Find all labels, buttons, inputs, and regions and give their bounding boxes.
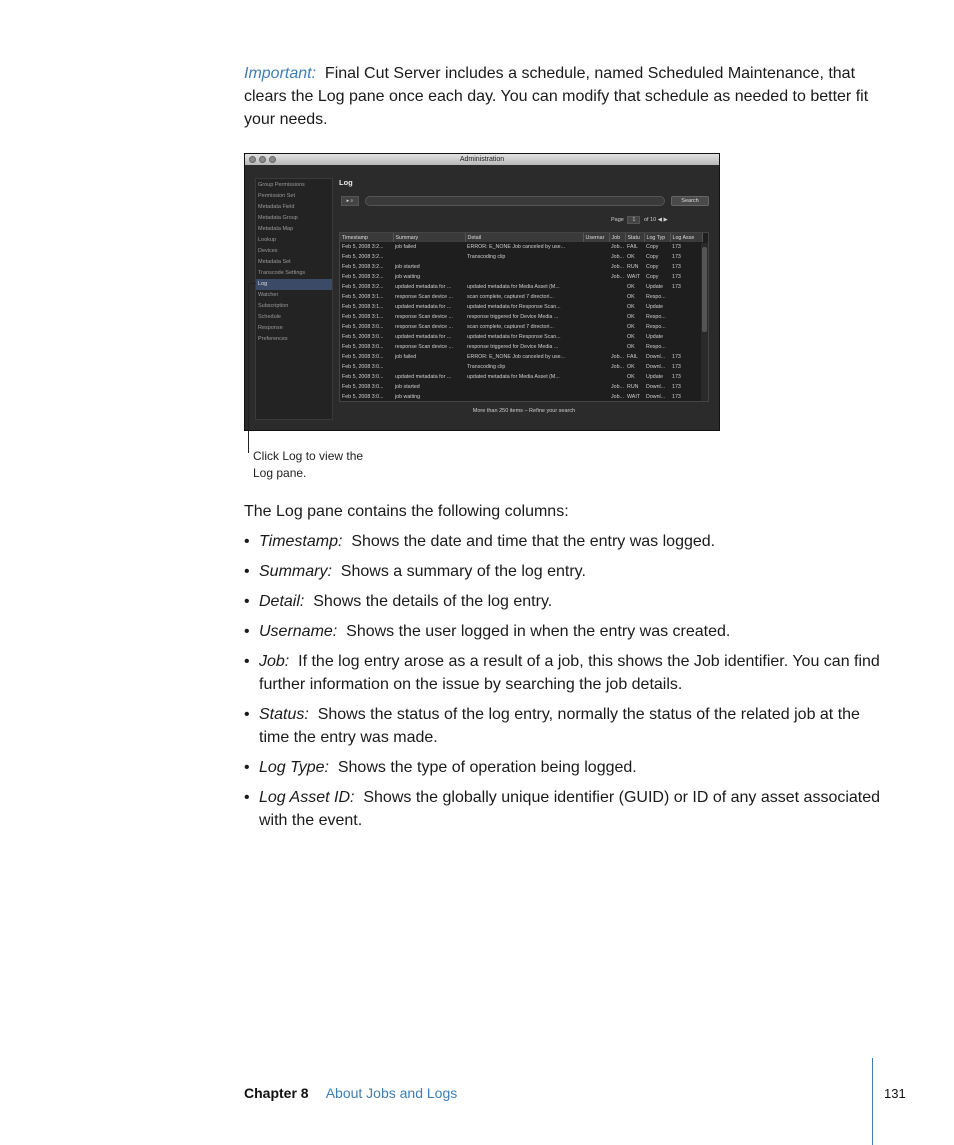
table-cell: Feb 5, 2008 3:2... <box>342 264 384 270</box>
column-description: Shows a summary of the log entry. <box>340 563 586 580</box>
close-window-icon <box>249 156 256 163</box>
sidebar-item[interactable]: Schedule <box>258 314 281 320</box>
table-cell: Feb 5, 2008 3:1... <box>342 294 384 300</box>
zoom-window-icon <box>269 156 276 163</box>
column-description: Shows the type of operation being logged. <box>337 759 637 776</box>
sidebar-item[interactable]: Log <box>256 279 332 290</box>
sidebar-item[interactable]: Metadata Map <box>258 226 294 232</box>
column-description: Shows the details of the log entry. <box>313 593 553 610</box>
table-cell: Job... <box>611 244 624 250</box>
table-cell: WAIT <box>627 274 641 280</box>
table-cell: OK <box>627 364 635 370</box>
table-cell <box>465 262 583 272</box>
column-term: Log Type: <box>259 759 329 776</box>
table-cell <box>465 392 583 402</box>
table-cell: Update <box>646 374 664 380</box>
table-row[interactable] <box>340 272 702 282</box>
table-cell <box>670 332 702 342</box>
admin-sidebar <box>255 178 333 420</box>
table-cell: RUN <box>627 384 639 390</box>
table-cell <box>465 272 583 282</box>
table-cell: Feb 5, 2008 3:1... <box>342 304 384 310</box>
window-title: Administration <box>459 156 505 163</box>
table-cell: 173 <box>672 364 681 370</box>
column-term: Job: <box>259 653 290 670</box>
search-button[interactable]: Search <box>671 196 709 206</box>
table-cell: updated metadata for ... <box>395 304 452 310</box>
column-description: Shows the user logged in when the entry was created. <box>346 623 731 640</box>
table-row[interactable] <box>340 352 702 362</box>
table-cell: Update <box>646 334 664 340</box>
table-cell: Update <box>646 284 664 290</box>
table-cell: Job... <box>611 254 624 260</box>
table-cell: Copy <box>646 264 659 270</box>
table-cell: updated metadata for Media Asset (M... <box>467 374 560 380</box>
table-cell: Update <box>646 304 664 310</box>
log-table <box>339 232 709 402</box>
table-cell: 173 <box>672 254 681 260</box>
table-cell <box>583 352 609 362</box>
table-cell: job failed <box>395 244 417 250</box>
column-term: Status: <box>259 706 309 723</box>
table-cell: scan complete, captured 7 directori... <box>467 294 554 300</box>
table-cell: Feb 5, 2008 3:0... <box>342 324 384 330</box>
table-cell: OK <box>627 324 635 330</box>
table-cell: Downl... <box>646 384 666 390</box>
table-cell: Job... <box>611 264 624 270</box>
minimize-window-icon <box>259 156 266 163</box>
column-header[interactable]: Log Typ <box>644 233 670 242</box>
table-cell <box>583 282 609 292</box>
table-cell: job waiting <box>395 274 421 280</box>
search-field[interactable] <box>365 196 665 206</box>
column-list-item <box>244 530 884 553</box>
column-description: Shows the globally unique identifier (GUID) or ID of any asset associated with the event. <box>259 789 881 829</box>
table-cell: WAIT <box>627 394 641 400</box>
sidebar-item[interactable]: Preferences <box>258 336 288 342</box>
table-cell <box>670 302 702 312</box>
table-row[interactable] <box>340 372 702 382</box>
table-cell: Copy <box>646 254 659 260</box>
column-header[interactable]: Statu <box>625 233 644 242</box>
table-cell: job started <box>395 384 420 390</box>
table-cell: 173 <box>672 274 681 280</box>
page-number-field[interactable]: 1 <box>627 216 640 224</box>
column-list-item <box>244 620 884 643</box>
table-cell: Job... <box>611 274 624 280</box>
callout-tick <box>248 283 256 284</box>
callout-line <box>248 283 249 453</box>
table-cell: Job... <box>611 384 624 390</box>
table-cell: RUN <box>627 264 639 270</box>
table-row[interactable] <box>340 312 702 322</box>
table-cell <box>583 322 609 332</box>
table-cell <box>670 312 702 322</box>
table-cell: OK <box>627 294 635 300</box>
sidebar-item[interactable]: Permission Set <box>258 193 295 199</box>
table-cell <box>583 242 609 252</box>
table-cell: Copy <box>646 274 659 280</box>
table-cell: OK <box>627 344 635 350</box>
important-label: Important: <box>244 65 317 82</box>
table-cell <box>609 282 625 292</box>
bullet-icon: • <box>244 653 250 670</box>
table-cell: response Scan device ... <box>395 324 454 330</box>
sidebar-item[interactable]: Metadata Group <box>258 215 298 221</box>
table-cell: Feb 5, 2008 3:2... <box>342 244 384 250</box>
prev-page-icon[interactable]: ◀ <box>657 217 662 223</box>
table-cell: 173 <box>672 374 681 380</box>
table-cell: 173 <box>672 244 681 250</box>
page-count: of 10 <box>643 217 657 223</box>
window-titlebar <box>245 154 719 165</box>
table-cell: ERROR: E_NONE Job canceled by use... <box>467 354 566 360</box>
column-header[interactable]: Summary <box>393 233 465 242</box>
table-cell: updated metadata for ... <box>395 284 452 290</box>
table-cell <box>670 292 702 302</box>
table-row[interactable] <box>340 292 702 302</box>
table-cell <box>583 312 609 322</box>
column-header[interactable]: Log Asse <box>670 233 702 242</box>
table-cell: updated metadata for Media Asset (M... <box>467 284 560 290</box>
table-scrollbar[interactable] <box>701 243 708 401</box>
table-cell: Job... <box>611 394 624 400</box>
table-cell <box>609 342 625 352</box>
table-cell: response Scan device ... <box>395 344 454 350</box>
table-cell: Downl... <box>646 354 666 360</box>
table-cell: OK <box>627 284 635 290</box>
table-cell: Transcoding clip <box>467 364 506 370</box>
table-cell: response Scan device ... <box>395 314 454 320</box>
table-cell: OK <box>627 314 635 320</box>
table-cell: Respo... <box>646 324 666 330</box>
intro-paragraph: The Log pane contains the following columns: <box>244 503 569 520</box>
table-cell <box>609 322 625 332</box>
bullet-icon: • <box>244 759 250 776</box>
table-cell <box>583 372 609 382</box>
sidebar-item[interactable]: Lookup <box>258 237 277 243</box>
table-cell: OK <box>627 334 635 340</box>
next-page-icon[interactable]: ▶ <box>663 217 668 223</box>
table-cell <box>583 302 609 312</box>
table-cell <box>609 302 625 312</box>
table-cell <box>583 362 609 372</box>
table-cell: 173 <box>672 284 681 290</box>
table-row[interactable] <box>340 392 702 402</box>
sidebar-item[interactable]: Metadata Set <box>258 259 291 265</box>
table-row[interactable] <box>340 382 702 392</box>
table-cell: Feb 5, 2008 3:0... <box>342 344 384 350</box>
table-cell: Transcoding clip <box>467 254 506 260</box>
table-cell: Feb 5, 2008 3:0... <box>342 354 384 360</box>
table-cell: Feb 5, 2008 3:0... <box>342 384 384 390</box>
footer-chapter: Chapter 8 <box>244 1085 309 1101</box>
column-term: Summary: <box>259 563 332 580</box>
table-cell <box>583 332 609 342</box>
table-cell: FAIL <box>627 244 638 250</box>
column-list-item <box>244 560 884 583</box>
table-row[interactable] <box>340 262 702 272</box>
table-cell: response triggered for Device Media ... <box>467 344 559 350</box>
table-cell: Job... <box>611 364 624 370</box>
table-row[interactable] <box>340 342 702 352</box>
table-cell: Downl... <box>646 394 666 400</box>
table-cell: scan complete, captured 7 directori... <box>467 324 554 330</box>
table-cell: response Scan device ... <box>395 294 454 300</box>
table-cell: Feb 5, 2008 3:2... <box>342 254 384 260</box>
table-cell <box>583 252 609 262</box>
table-cell <box>609 312 625 322</box>
table-cell <box>583 272 609 282</box>
table-cell <box>393 362 465 372</box>
table-row[interactable] <box>340 362 702 372</box>
table-cell <box>583 292 609 302</box>
table-cell: Feb 5, 2008 3:0... <box>342 364 384 370</box>
column-list-item <box>244 703 884 749</box>
table-cell: Copy <box>646 244 659 250</box>
bullet-icon: • <box>244 789 250 806</box>
columns-list <box>244 530 884 839</box>
sidebar-item[interactable]: Metadata Field <box>258 204 295 210</box>
pager <box>611 216 668 224</box>
column-header[interactable]: Job <box>609 233 625 242</box>
search-row <box>341 196 711 206</box>
column-list-item <box>244 590 884 613</box>
table-cell <box>393 252 465 262</box>
table-cell <box>609 372 625 382</box>
table-cell: FAIL <box>627 354 638 360</box>
table-header-row <box>340 233 702 242</box>
table-cell: job waiting <box>395 394 421 400</box>
table-cell: Feb 5, 2008 3:0... <box>342 334 384 340</box>
table-row[interactable] <box>340 302 702 312</box>
column-header[interactable]: Detail <box>465 233 583 242</box>
sidebar-item[interactable]: Group Permissions <box>258 182 305 188</box>
table-cell: Downl... <box>646 364 666 370</box>
column-term: Log Asset ID: <box>259 789 355 806</box>
table-row[interactable] <box>340 282 702 292</box>
sidebar-item[interactable]: Watcher <box>258 292 279 298</box>
table-cell: updated metadata for Response Scan... <box>467 334 561 340</box>
table-cell: response triggered for Device Media ... <box>467 314 559 320</box>
table-row[interactable] <box>340 332 702 342</box>
table-cell <box>583 342 609 352</box>
column-header[interactable]: Usernar <box>583 233 609 242</box>
table-cell: OK <box>627 374 635 380</box>
bullet-icon: • <box>244 706 250 723</box>
footer-divider <box>872 1058 873 1145</box>
table-cell: Job... <box>611 354 624 360</box>
table-cell <box>583 392 609 402</box>
table-cell: job failed <box>395 354 417 360</box>
more-items-notice: More than 250 items – Refine your search <box>472 408 576 414</box>
bullet-icon: • <box>244 623 250 640</box>
table-cell: updated metadata for Response Scan... <box>467 304 561 310</box>
table-cell <box>583 262 609 272</box>
table-cell <box>609 332 625 342</box>
table-cell <box>670 342 702 352</box>
sidebar-item[interactable]: Response <box>258 325 283 331</box>
table-cell: Respo... <box>646 344 666 350</box>
table-cell: Feb 5, 2008 3:1... <box>342 314 384 320</box>
table-cell: 173 <box>672 264 681 270</box>
table-cell: Feb 5, 2008 3:0... <box>342 374 384 380</box>
sidebar-item[interactable]: Subscription <box>258 303 289 309</box>
column-term: Timestamp: <box>259 533 343 550</box>
table-cell <box>609 292 625 302</box>
table-cell <box>583 382 609 392</box>
scrollbar-thumb[interactable] <box>702 247 707 332</box>
column-term: Username: <box>259 623 338 640</box>
table-cell: Feb 5, 2008 3:2... <box>342 274 384 280</box>
column-description: Shows the date and time that the entry was logged. <box>351 533 716 550</box>
column-list-item <box>244 786 884 832</box>
table-cell: updated metadata for ... <box>395 334 452 340</box>
table-cell: 173 <box>672 384 681 390</box>
administration-window-screenshot <box>244 153 720 431</box>
table-row[interactable] <box>340 322 702 332</box>
table-cell: Feb 5, 2008 3:2... <box>342 284 384 290</box>
bullet-icon: • <box>244 563 250 580</box>
page-footer <box>244 1085 457 1101</box>
table-cell <box>670 322 702 332</box>
column-list-item <box>244 650 884 696</box>
table-cell: ERROR: E_NONE Job canceled by use... <box>467 244 566 250</box>
page-number: 131 <box>884 1086 906 1101</box>
table-cell: job started <box>395 264 420 270</box>
column-header[interactable]: Timestamp <box>340 233 393 242</box>
sidebar-item[interactable]: Devices <box>258 248 278 254</box>
column-list-item <box>244 756 884 779</box>
sidebar-item[interactable]: Transcode Settings <box>258 270 306 276</box>
pager-label: Page <box>611 217 624 223</box>
table-row[interactable] <box>340 252 702 262</box>
column-term: Detail: <box>259 593 305 610</box>
table-cell: Respo... <box>646 294 666 300</box>
important-text: Final Cut Server includes a schedule, named Scheduled Maintenance, that clears the Log pane once each day. You can modify that schedule as needed to better fit your needs. <box>244 65 869 128</box>
bullet-icon: • <box>244 593 250 610</box>
filter-search-button[interactable]: ▸ ⌕ <box>341 196 359 206</box>
callout-text: Click Log to view the Log pane. <box>253 449 364 480</box>
table-cell: OK <box>627 304 635 310</box>
log-pane-title: Log <box>339 178 353 187</box>
table-cell <box>465 382 583 392</box>
bullet-icon: • <box>244 533 250 550</box>
table-cell: 173 <box>672 394 681 400</box>
table-cell: Feb 5, 2008 3:0... <box>342 394 384 400</box>
important-note <box>244 62 884 131</box>
table-cell: Respo... <box>646 314 666 320</box>
column-description: If the log entry arose as a result of a job, this shows the Job identifier. You can find further information on the issue by searching the job details. <box>259 653 880 693</box>
table-cell: 173 <box>672 354 681 360</box>
footer-section-link[interactable]: About Jobs and Logs <box>325 1085 458 1101</box>
table-cell: updated metadata for ... <box>395 374 452 380</box>
table-cell: OK <box>627 254 635 260</box>
table-row[interactable] <box>340 242 702 252</box>
column-description: Shows the status of the log entry, normally the status of the related job at the time the entry was made. <box>259 706 860 746</box>
